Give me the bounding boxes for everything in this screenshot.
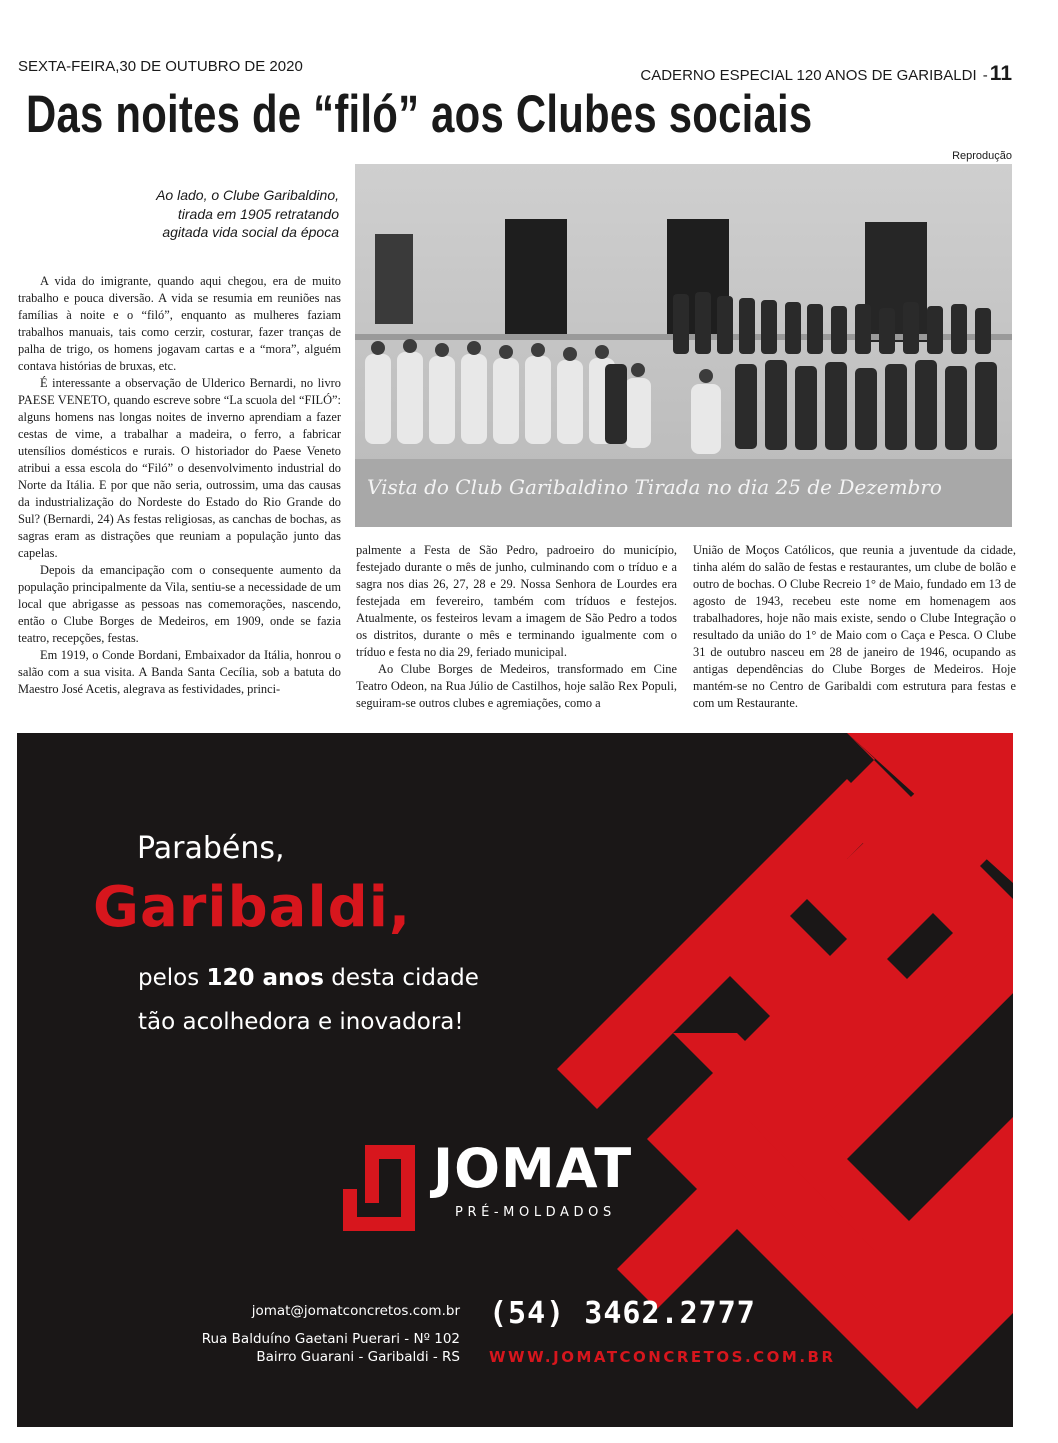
jomat-logo-icon [343, 1145, 415, 1231]
brand-name: JOMAT [433, 1137, 633, 1200]
section-header [640, 62, 1012, 86]
address-line-2: Bairro Guarani - Garibaldi - RS [256, 1349, 460, 1365]
paragraph: Ao Clube Borges de Medeiros, transformado em Cine Teatro Odeon, na Rua Júlio de Castilhos, hoje salão Rex Populi, seguiram-se outros clubes e agremiações, como a [356, 662, 677, 710]
website-link[interactable]: WWW.JOMATCONCRETOS.COM.BR [489, 1348, 836, 1366]
contact-phone: (54) 3462.2777 [489, 1296, 756, 1331]
ad-congrats: Parabéns, [137, 831, 285, 866]
article-column-2 [356, 542, 677, 712]
page-number: 11 [989, 62, 1012, 85]
paragraph: A vida do imigrante, quando aqui chegou, era de muito trabalho e pouca diversão. A vida se resumia em reuniões nas famílias à noite e o “filó”, enquanto as mulheres faziam trabalhos manuais, tais como cerzir, costurar, fazer tranças de palha de trigo, os homens jogavam cartas e a “mora”, alguém contava histórias de bruxas, etc. [18, 274, 341, 373]
paragraph: É interessante a observação de Ulderico Bernardi, no livro PAESE VENETO, quando escreve sobre “La scuola del “FILÓ”: alguns homens nas longas noites de inverno aprendiam a fazer cestas de vime, a trabalhar a madeira, o ferro, a fabricar utensílios domésticos e rurais. O historiador do Paese Veneto atribui a essa escola do “Filó” o desenvolvimento industrial do Norte da Itália. E por que não seria, outrossim, uma das causas da industrialização do Nordeste do Estado do Rio Grande do Sul? (Bernardi, 24) As festas religiosas, as canchas de bochas, as sagras eram as distrações que reuniam a população junto das capelas. [18, 376, 341, 560]
paragraph: União de Moços Católicos, que reunia a juventude da cidade, tinha além do salão de festas e restaurantes, um clube de bolão e outro de bochas. O Clube Recreio 1° de Maio, fundado em 13 de agosto de 1943, recebeu este nome em homenagem aos trabalhadores, hoje não mais existe, sendo o Clube Integração o resultado da união do 1° de Maio com o Caça e Pesca. O Clube 31 de outubro nasceu em 28 de janeiro de 1946, ocupando as antigas dependências do Clube Borges de Medeiros. Hoje mantém-se no Centro de Garibaldi com estrutura para festas e com um Restaurante. [693, 543, 1016, 710]
photo-inscription: Vista do Club Garibaldino Tirada no dia 25 de Dezembro [367, 475, 942, 499]
photo-caption: Ao lado, o Clube Garibaldino, tirada em 1905 retratando agitada vida social da época [156, 187, 339, 240]
section-separator: - [982, 67, 988, 84]
jomat-advertisement [17, 733, 1013, 1427]
ad-message-pre: pelos [138, 965, 207, 991]
brand-tagline: PRÉ-MOLDADOS [455, 1205, 616, 1220]
ad-message-line-1 [138, 965, 479, 991]
paragraph: palmente a Festa de São Pedro, padroeiro do município, festejado durante o mês de junho, culminando com o tríduo e a sagra nos dias 26, 27, 28 e 29. Nossa Senhora de Lourdes era festejada em fevereiro, também com tríduos e festejos. Atualmente, os festeiros levam a imagem de São Pedro a todos os distritos, durante o mês e terminando igualmente com o tríduo e festa no dia 29, feriado municipal. [356, 543, 677, 659]
ad-message-line-2: tão acolhedora e inovadora! [138, 1009, 464, 1035]
section-title: CADERNO ESPECIAL 120 ANOS DE GARIBALDI [640, 67, 977, 84]
issue-date: SEXTA-FEIRA,30 DE OUTUBRO DE 2020 [18, 58, 303, 75]
ad-message-post: desta cidade [323, 965, 479, 991]
paragraph: Depois da emancipação com o consequente aumento da população principalmente da Vila, sentiu-se a necessidade de um local que abrigasse as pessoas nas comemorações, nascendo, então o Clube Borges de Medeiros, em 1909, onde se fazia teatro, recepções, festas. [18, 563, 341, 645]
address-line-1: Rua Balduíno Gaetani Puerari - Nº 102 [201, 1331, 460, 1347]
article-headline: Das noites de “filó” aos Clubes sociais [26, 85, 813, 144]
article-column-1 [18, 273, 341, 698]
ad-message-highlight: 120 anos [206, 965, 324, 991]
article-column-3 [693, 542, 1016, 712]
photo-credit: Reprodução [952, 150, 1012, 162]
contact-email: jomat@jomatconcretos.com.br [251, 1303, 460, 1319]
ad-city: Garibaldi, [93, 875, 412, 940]
historic-club-photo [355, 164, 1012, 527]
paragraph: Em 1919, o Conde Bordani, Embaixador da Itália, honrou o salão com a sua visita. A Banda Santa Cecília, sob a batuta do Maestro José Acetis, alegrava as festividades, princi- [18, 648, 341, 696]
